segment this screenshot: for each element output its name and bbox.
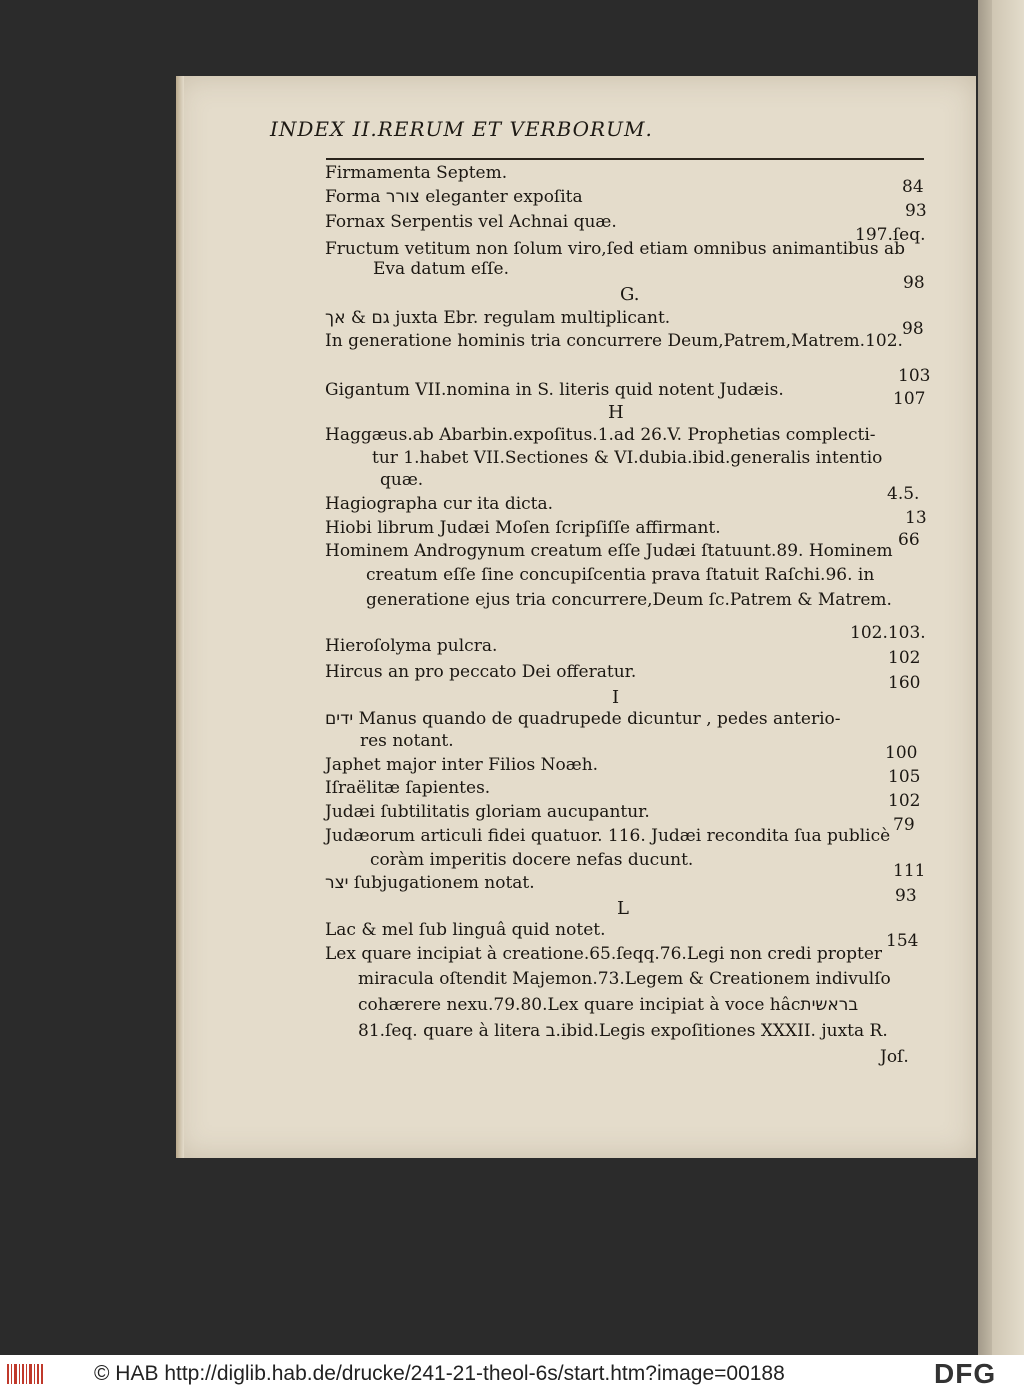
page-ref: 79 <box>893 815 915 835</box>
entry-text: Hominem Androgynum creatum eſſe Judæi ſtatuunt.89. Hominem <box>325 541 893 561</box>
entry-continuation <box>358 995 858 1015</box>
entry-text: Fructum vetitum non ſolum viro,ſed etiam omnibus animantibus ab <box>325 239 906 259</box>
index-entry <box>325 802 927 822</box>
page-ref: 66 <box>898 530 920 550</box>
hebrew-word: אך <box>325 308 346 328</box>
index-entry <box>325 755 927 775</box>
page-ref: 98 <box>903 273 925 293</box>
entry-text: Judæorum articuli fidei quatuor. 116. Judæi recondita ſua publicè <box>325 826 891 846</box>
hab-logo-icon <box>6 1362 46 1386</box>
page-ref: 160 <box>888 673 921 693</box>
page-fold-shadow <box>176 76 184 1158</box>
index-entry <box>325 944 927 964</box>
entry-continuation: tur 1.habet VII.Sectiones & VI.dubia.ibid.generalis intentio <box>372 448 883 468</box>
index-entry <box>325 662 927 682</box>
page-ref: 107 <box>893 389 926 409</box>
entry-text: Hieroſolyma pulcra. <box>325 636 498 656</box>
index-entry <box>325 541 927 561</box>
hebrew-word: ב <box>545 1021 556 1041</box>
adjacent-page-edge <box>978 0 1024 1355</box>
entry-continuation: miracula oſtendit Majemon.73.Legem & Creationem indivulſo <box>358 969 891 989</box>
section-letter: H <box>608 402 624 423</box>
page-ref: 102.103. <box>850 623 926 643</box>
page-header: INDEX II.RERUM ET VERBORUM. <box>270 117 653 141</box>
entry-continuation: creatum eſſe ſine concupiſcentia prava ſtatuit Raſchi.96. in <box>366 565 875 585</box>
copyright-url[interactable]: © HAB http://diglib.hab.de/drucke/241-21-theol-6s/start.htm?image=00188 <box>94 1362 785 1385</box>
entry-text: Lex quare incipiat à creatione.65.ſeqq.76.Legi non credi propter <box>325 944 883 964</box>
entry-text: 81.ſeq. quare à litera <box>358 1021 546 1041</box>
page-ref: 102 <box>888 648 921 668</box>
entry-continuation: res notant. <box>360 731 454 751</box>
entry-continuation <box>358 1021 888 1041</box>
entry-continuation: generatione ejus tria concurrere,Deum ſc.Patrem & Matrem. <box>366 590 892 610</box>
hebrew-word: גם <box>371 308 390 328</box>
entry-text: .ibid.Legis expoſitiones XXXII. juxta R. <box>555 1021 888 1041</box>
entry-text: juxta Ebr. regulam multiplicant. <box>389 308 671 328</box>
index-entry <box>325 239 927 259</box>
catchword: Joſ. <box>880 1047 909 1067</box>
page-ref: 84 <box>902 177 924 197</box>
entry-text: Gigantum VII.nomina in S. literis quid notent Judæis. <box>325 380 784 400</box>
entry-text: Iſraëlitæ ſapientes. <box>325 778 491 798</box>
entry-text: Hircus an pro peccato Dei offeratur. <box>325 662 637 682</box>
page-ref: 4.5. <box>887 484 920 504</box>
entry-text: Manus quando de quadrupede dicuntur , pedes anterio- <box>353 709 841 729</box>
index-entry <box>325 308 927 328</box>
index-entry <box>325 212 927 232</box>
entry-text: Haggæus.ab Abarbin.expoſitus.1.ad 26.V. Prophetias complecti- <box>325 425 876 445</box>
entry-continuation: coràm imperitis docere nefas ducunt. <box>370 850 694 870</box>
hebrew-word: יצר <box>325 873 349 893</box>
entry-text: Japhet major inter Filios Noæh. <box>325 755 599 775</box>
entry-continuation: quæ. <box>380 470 424 490</box>
page-ref: 103 <box>898 366 931 386</box>
page-ref: 98 <box>902 319 924 339</box>
page-ref: 102 <box>888 791 921 811</box>
entry-text: Firmamenta Septem. <box>325 163 508 183</box>
hebrew-word: ידים <box>325 709 354 729</box>
index-entry <box>325 826 927 846</box>
page-ref: 154 <box>886 931 919 951</box>
entry-text: ſubjugationem notat. <box>348 873 535 893</box>
section-letter: L <box>617 898 629 919</box>
entry-text: Lac & mel ſub linguâ quid notet. <box>325 920 606 940</box>
entry-text: In generatione hominis tria concurrere Deum,Patrem,Matrem.102. <box>325 331 903 351</box>
hebrew-word: בראשית <box>800 995 859 1015</box>
entry-text: Judæi ſubtilitatis gloriam aucupantur. <box>325 802 650 822</box>
index-entry <box>325 778 927 798</box>
entry-continuation: Eva datum eſſe. <box>373 259 509 279</box>
index-entry <box>325 873 927 893</box>
section-letter: I <box>612 687 620 708</box>
entry-text: cohærere nexu.79.80.Lex quare incipiat à voce hâc <box>358 995 801 1015</box>
dfg-logo: DFG <box>934 1358 997 1389</box>
index-entry <box>325 636 927 656</box>
section-letter: G. <box>620 284 640 305</box>
index-entry <box>325 380 927 400</box>
index-entry <box>325 331 927 351</box>
index-entry <box>325 163 927 183</box>
entry-text: & <box>345 308 372 328</box>
entry-text: eleganter expoſita <box>419 187 583 207</box>
entry-text: Forma <box>325 187 386 207</box>
page-ref: 111 <box>893 861 926 881</box>
header-rule <box>326 158 924 160</box>
page-ref: 197.ſeq. <box>855 225 926 245</box>
entry-text: Hagiographa cur ita dicta. <box>325 494 554 514</box>
page-ref: 93 <box>895 886 917 906</box>
page-ref: 100 <box>885 743 918 763</box>
entry-text: Fornax Serpentis vel Achnai quæ. <box>325 212 617 232</box>
index-entry <box>325 187 927 207</box>
index-entry <box>325 709 927 729</box>
hebrew-word: צורר <box>385 187 420 207</box>
footer-bar <box>0 1355 1024 1393</box>
entry-text: Hiobi librum Judæi Moſen ſcripſiſſe affirmant. <box>325 518 721 538</box>
page-ref: 13 <box>905 508 927 528</box>
page-ref: 105 <box>888 767 921 787</box>
index-entry <box>325 425 927 445</box>
page-ref: 93 <box>905 201 927 221</box>
index-entry <box>325 494 927 514</box>
index-entry <box>325 920 927 940</box>
index-entry <box>325 518 927 538</box>
